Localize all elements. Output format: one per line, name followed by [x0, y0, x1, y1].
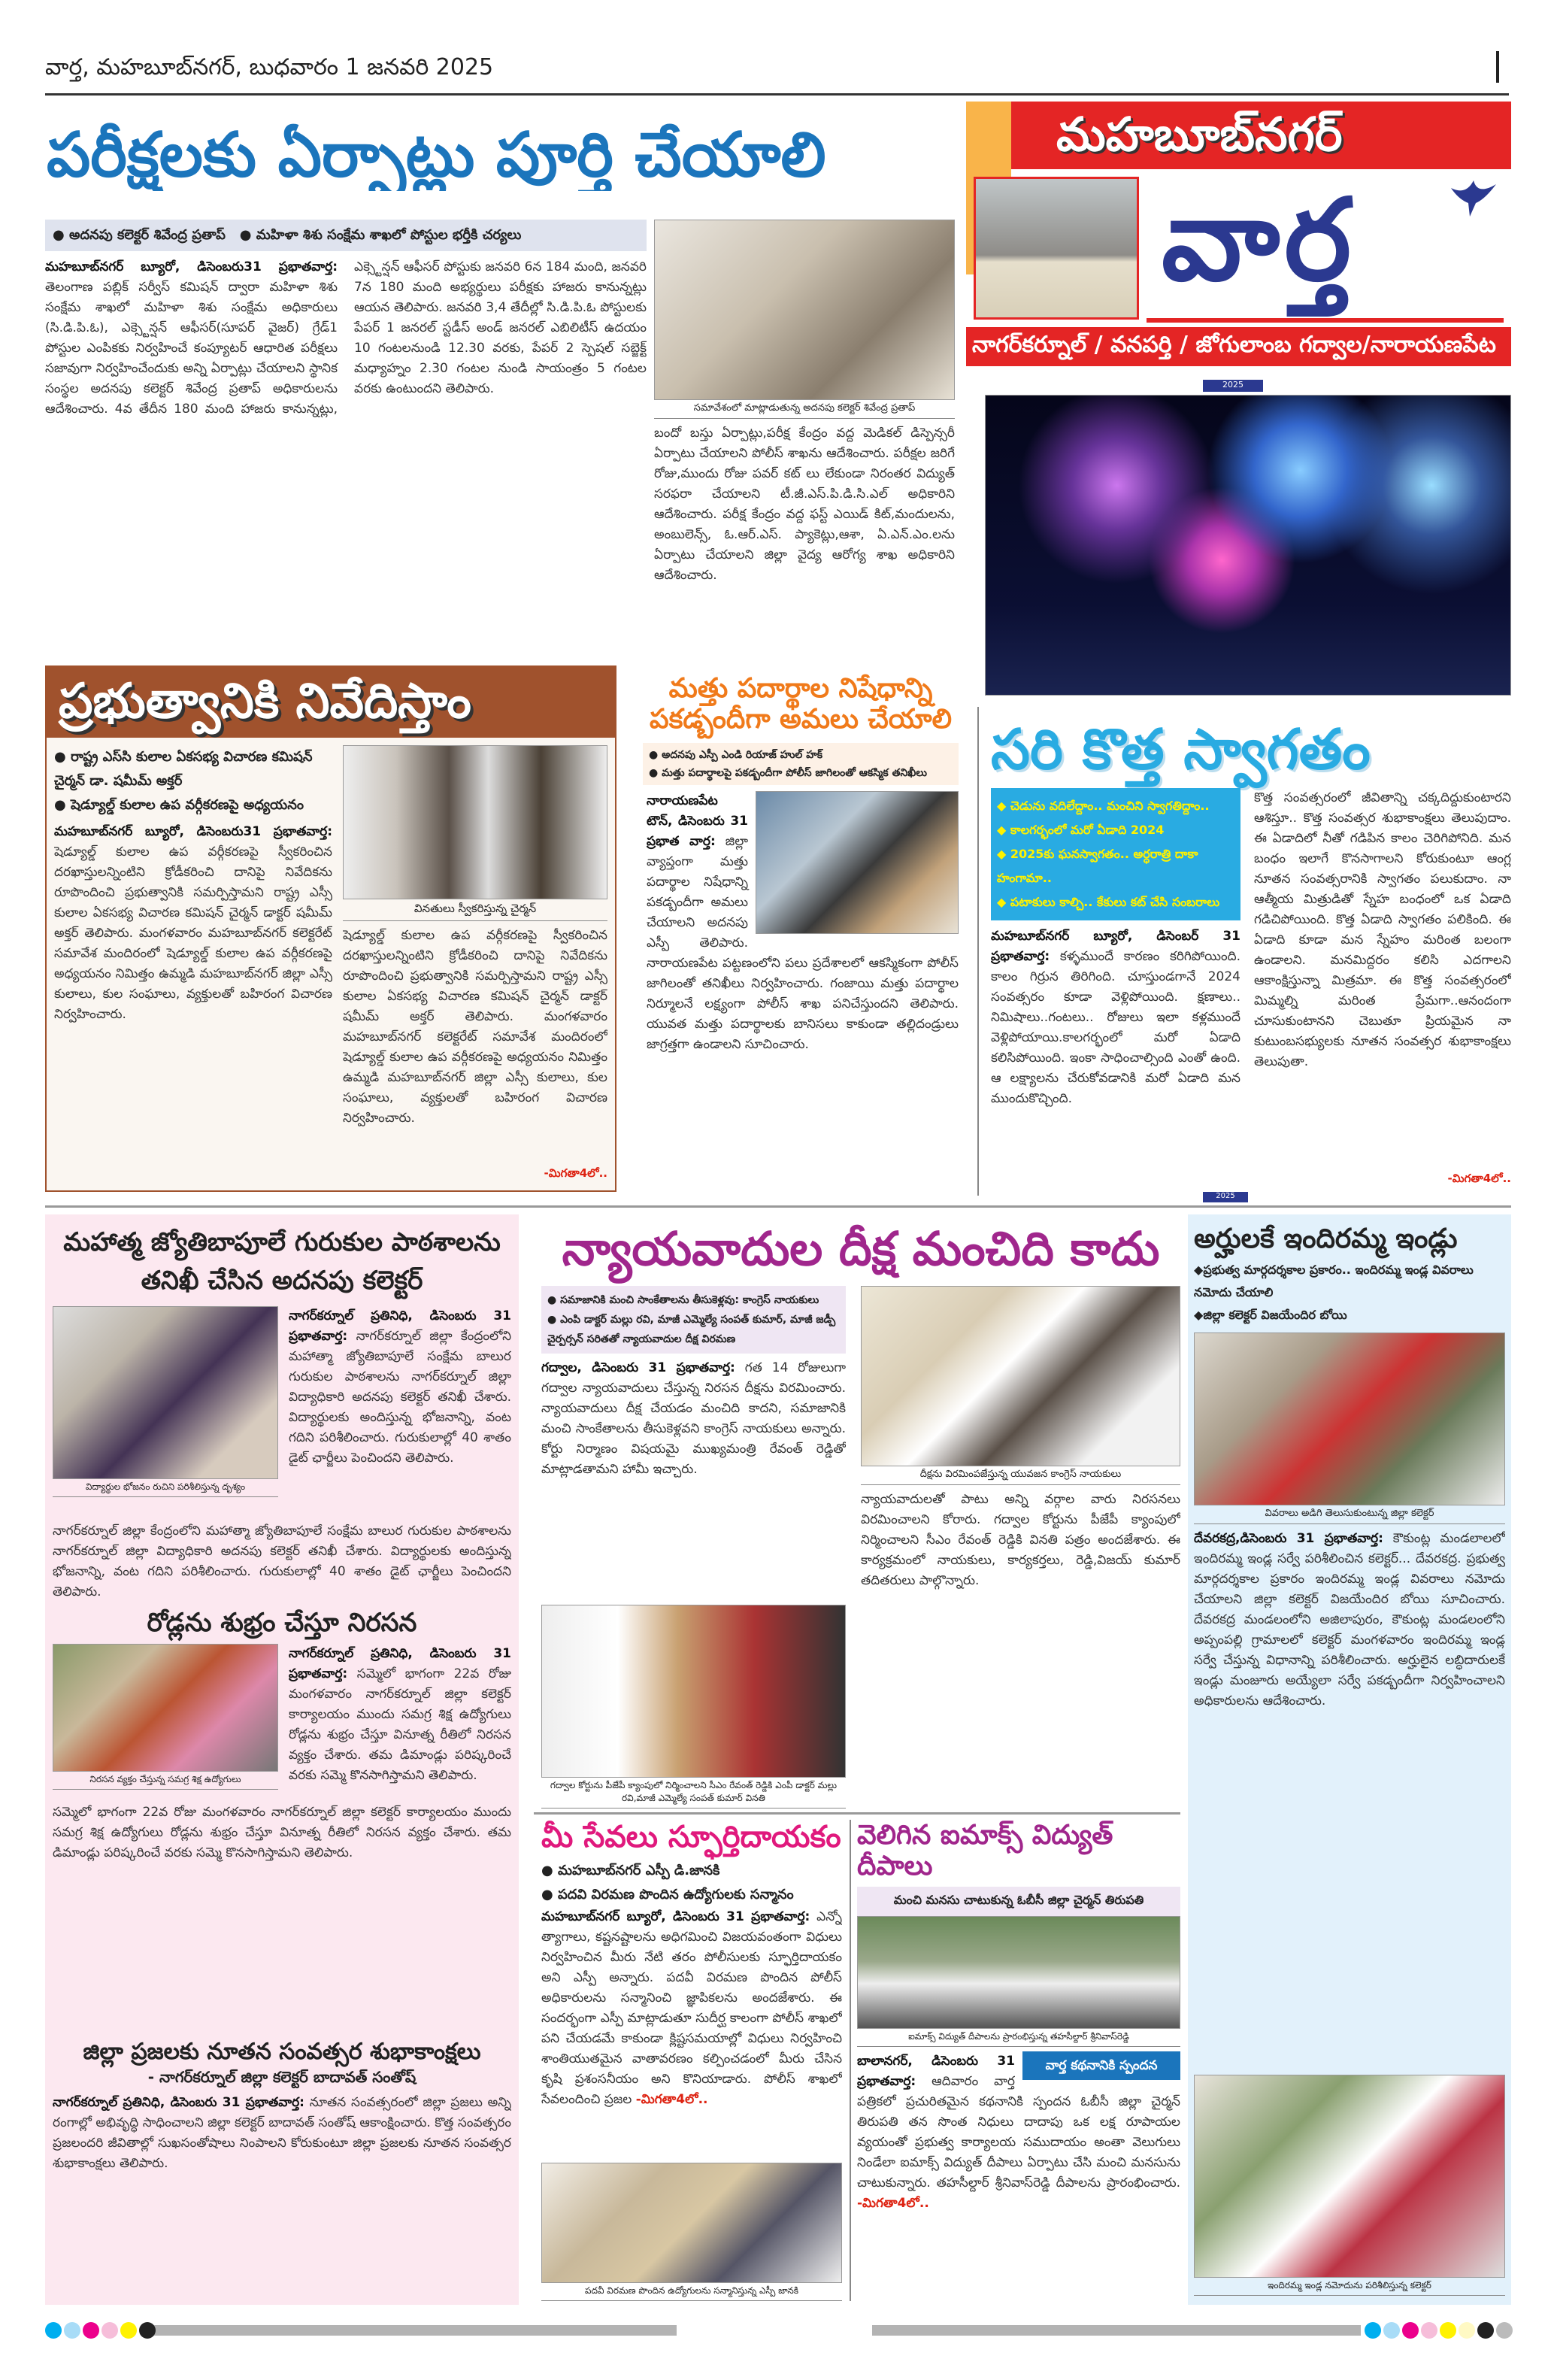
registration-dot-lightcyan-r: [1383, 2322, 1400, 2339]
story10-body: వార్త కథనానికి స్పందన బాలానగర్, డిసెంబరు 31 ప్రభాతవార్త: ఆదివారం వార్త పత్రికలో ప్రచురితమైన కథనానికి స్పందన ఓబీసీ జిల్లా చైర్మన్ తిరుపతి తన సొంత నిధులు దాదాపు ఒక లక్ష రూపాయల వ్యయంతో ప్రభుత్వ కార్యాలయ సముదాయం అంతా వెలుగులు నిండేలా ఐమాక్స్ విద్యుత్ దీపాలు ఏర్పాటు చేసి మంచి మనసును చాటుకున్నారు. తహసీల్దార్ శ్రీనివాస్‌రెడ్డి దీపాలను ప్రారంభించారు. -మిగతా4లో..: [857, 2051, 1180, 2301]
story2-bullets: ● రాష్ట్ర ఎస్‌సి కులాల ఏకసభ్య విచారణ కమిషన్ చైర్మన్ డా. షమీమ్ అక్తర్ ● షెడ్యూల్డ్ కులాల ఉప వర్గీకరణపై అధ్యయనం: [54, 748, 313, 813]
story2-body-continued: షెడ్యూల్డ్ కులాల ఉప వర్గీకరణపై స్వీకరించిన దరఖాస్తులన్నింటిని క్రోడీకరించి దానిపై నివేదికను రూపొందించి ప్రభుత్వానికి సమర్పిస్తామని రాష్ట్ర ఎస్సీ కులాల ఏకసభ్య విచారణ కమిషన్ చైర్మన్ డాక్టర్ షమీమ్ అక్తర్ తెలిపారు. మంగళవారం మహబూబ్‌నగర్ కలెక్టరేట్ సమావేశ మందిరంలో షెడ్యూల్డ్ కులాల ఉప వర్గీకరణపై అధ్యయనం నిమిత్తం ఉమ్మడి మహబూబ్‌నగర్ జిల్లా ఎస్సీ కులాలు, కుల సంఘాలు, వ్యక్తులతో బహిరంగ విచారణ నిర్వహించారు.: [343, 927, 607, 1126]
logo-dove-icon: [1447, 173, 1500, 218]
story8-caption-cm: గద్వాల కోర్టును పీజేపీ క్యాంపులో నిర్మించాలని సీఎం రేవంత్ రెడ్డికి ఎంపీ డాక్టర్ మల్లు రవి,మాజీ ఎమ్మెల్యే సంపత్ కుమార్ వినతి: [541, 1778, 846, 1808]
registration-bar-right: [872, 2325, 1361, 2336]
story1-left-column: [45, 220, 647, 656]
masthead-city: మహబూబ్‌నగర్: [1056, 107, 1343, 162]
story11-headline: అర్హులకే ఇందిరమ్మ ఇండ్లు: [1194, 1223, 1458, 1254]
story8-body: గద్వాల, డిసెంబరు 31 ప్రభాతవార్త: గత 14 రోజులుగా గద్వాల న్యాయవాదులు చేస్తున్న నిరసన దీక్షను విరమించారు. న్యాయవాదులు దీక్ష చేయడం మంచిది కాదని, సమాజానికి మంచి సాంకేతాలను తీసుకెళ్లవని కాంగ్రెస్ నాయకులు అన్నారు. కోర్టు నిర్మాణం విషయమై ముఖ్యమంత్రి రేవంత్ రెడ్డితో మాట్లాడతామని హామీ ఇచ్చారు.: [541, 1360, 846, 1478]
district-nagarkurnool: నాగర్‌కర్నూల్: [972, 332, 1087, 358]
story9-column: [541, 1820, 842, 2301]
registration-dot-cyan-r: [1365, 2322, 1381, 2339]
page-folio: వార్త, మహబూబ్‌నగర్, బుధవారం 1 జనవరి 2025: [45, 54, 494, 80]
masthead-district-bar: నాగర్‌కర్నూల్ / వనపర్తి / జోగులాంబ గద్వాల/నారాయణపేట: [966, 327, 1511, 366]
story1-headline: పరీక్షలకు ఏర్పాట్లు పూర్తి చేయాలి: [47, 120, 826, 191]
story8-block: [541, 1222, 1180, 1808]
registration-dot-gray-r: [1496, 2322, 1513, 2339]
bullet-icon: ●: [541, 1887, 558, 1902]
registration-dot-cyan: [45, 2322, 62, 2339]
story10-badge: వార్త కథనానికి స్పందన: [1022, 2051, 1180, 2080]
diamond-bullet-icon: ◆: [997, 847, 1010, 862]
story10-photo: [857, 1916, 1180, 2029]
registration-dot-lightyellow-r: [1459, 2322, 1475, 2339]
story3-bullets: ● అదనపు ఎస్పీ ఎండి రియాజ్ హుల్ హక్ ● మత్తు పదార్థాలపై పకడ్బందీగా పోలీస్ జాగిలంతో ఆకస్మిక తనిఖీలు: [643, 743, 959, 785]
story8-headline: న్యాయవాదుల దీక్ష మంచిది కాదు: [562, 1222, 1160, 1276]
district-wanaparthy: వనపర్తి: [1110, 332, 1172, 358]
diamond-bullet-icon: ◆: [997, 799, 1010, 814]
story5-body-continued: నాగర్‌కర్నూల్ జిల్లా కేంద్రంలోని మహాత్మా జ్యోతిబాపూలే సంక్షేమ బాలుర గురుకుల పాఠశాలను నాగర్‌కర్నూల్ జిల్లా విద్యాధికారి అదనపు కలెక్టర్ తనిఖీ చేశారు. విద్యార్థులకు అందిస్తున్న భోజనాన్ని, వంట గదిని పరిశీలించారు. గురుకులాల్లో 40 శాతం డైట్ ఛార్జీలు పెంచిందని తెలిపారు.: [53, 1524, 511, 1599]
folio-marker: [1496, 51, 1499, 83]
diamond-bullet-icon: ◆: [997, 895, 1010, 910]
story3-headline: మత్తు పదార్థాల నిషేధాన్ని పకడ్బందీగా అమలు చేయాలి: [649, 673, 953, 735]
bullet-icon: ●: [541, 1863, 558, 1878]
story7-body: నాగర్‌కర్నూల్ ప్రతినిధి, డిసెంబరు 31 ప్రభాతవార్త: నూతన సంవత్సరంలో జిల్లా ప్రజలు అన్ని రంగాల్లో అభివృద్ధి సాధించాలని జిల్లా కలెక్టర్ బాదావత్ సంతోష్ ఆకాంక్షించారు. కొత్త సంవత్సరం ప్రజలందరి జీవితాల్లో సుఖసంతోషాలు నింపాలని కోరుకుంటూ జిల్లా ప్రజలకు నూతన సంవత్సర శుభాకాంక్షలు తెలిపారు.: [53, 2095, 511, 2171]
registration-dot-magenta-r: [1402, 2322, 1419, 2339]
diamond-bullet-icon: ◆: [1194, 1308, 1204, 1323]
story2-left-column: [54, 745, 332, 1183]
story9-continued-link[interactable]: -మిగతా4లో..: [635, 2092, 708, 2107]
story8-caption: దీక్షను విరమింపజేస్తున్న యువజన కాంగ్రెస్ నాయకులు: [861, 1466, 1180, 1485]
registration-dot-black-r: [1477, 2322, 1494, 2339]
bullet-icon: ●: [239, 227, 256, 243]
bullet-icon: ●: [649, 748, 662, 761]
story6-caption: నిరసన వ్యక్తం చేస్తున్న సమగ్ర శిక్ష ఉద్యోగులు: [53, 1772, 278, 1790]
story4-bullets: ◆ చెడును వదిలేద్దాం.. మంచిని స్వాగతిద్దాం.. ◆ కాలగర్భంలో మరో ఏడాది 2024 ◆ 2025కు ఘనస్వాగతం.. అర్ధరాత్రి దాకా హంగామా.. ◆ పటాకులు కాల్చి.. కేకులు కట్ చేసి సంబరాలు: [991, 788, 1240, 920]
story3-column: [643, 673, 959, 1192]
district-gadwal: జోగులాంబ గద్వాల: [1195, 332, 1362, 358]
story8-divider: [534, 1812, 1180, 1815]
story2-continued-link[interactable]: -మిగతా4లో..: [544, 1166, 607, 1180]
story6-body-continued: సమ్మెలో భాగంగా 22వ రోజు మంగళవారం నాగర్‌కర్నూల్ జిల్లా కలెక్టర్ కార్యాలయం ముందు సమగ్ర శిక్ష ఉద్యోగులు రోడ్లను శుభ్రం చేస్తూ వినూత్న రీతిలో నిరసన వ్యక్తం చేశారు. తమ డిమాండ్లు పరిష్కరించే వరకు సమ్మె కొనసాగిస్తామని తెలిపారు.: [53, 1805, 511, 1861]
story4-continued-link[interactable]: -మిగతా4లో..: [1447, 1172, 1511, 1185]
diamond-bullet-icon: ◆: [997, 823, 1010, 838]
masthead: [966, 102, 1511, 376]
district-narayanpet: నారాయణపేట: [1370, 332, 1496, 358]
story8-photo-cm: [541, 1605, 846, 1778]
story7-headline: జిల్లా ప్రజలకు నూతన సంవత్సర శుభాకాంక్షలు: [83, 2038, 481, 2065]
left-pink-column: [45, 1214, 519, 2305]
story5-photo: [53, 1306, 278, 1479]
story1-photo: [654, 220, 955, 400]
story4-column: [991, 718, 1511, 1188]
story3-body: నారాయణపేట టౌన్, డిసెంబరు 31 ప్రభాత వార్త: జిల్లా వ్యాప్తంగా మత్తు పదార్థాల నిషేధాన్ని పకడ్బందీగా అమలు చేయాలని అదనపు ఎస్పీ తెలిపారు. నారాయణపేట పట్టణంలోని పలు ప్రదేశాలలో ఆకస్మికంగా పోలీస్ జాగిలంతో తనిఖీలు నిర్వహించారు. గంజాయి మత్తు పదార్థాల నిర్మూలనే లక్ష్యంగా పోలీస్ శాఖ పనిచేస్తుందని తెలిపారు. యువత మత్తు పదార్థాలకు బానిసలు కాకుండా తల్లిదండ్రులు జాగ్రత్తగా ఉండాలని సూచించారు.: [643, 791, 959, 1192]
registration-dot-black: [139, 2322, 156, 2339]
story2-headline: ప్రభుత్వానికి నివేదిస్తాం: [47, 667, 615, 738]
story2-box: [45, 665, 616, 1192]
story2-body: మహబూబ్‌నగర్ బ్యూరో, డిసెంబరు31 ప్రభాతవార్త: షెడ్యూల్డ్ కులాల ఉప వర్గీకరణపై స్వీకరించిన దరఖాస్తులన్నింటిని క్రోడీకరించి దానిపై నివేదికను రూపొందించి ప్రభుత్వానికి సమర్పిస్తామని రాష్ట్ర ఎస్సీ కులాల ఏకసభ్య విచారణ కమిషన్ చైర్మన్ డాక్టర్ షమీమ్ అక్తర్ తెలిపారు. మంగళవారం మహబూబ్‌నగర్ కలెక్టరేట్ సమావేశ మందిరంలో షెడ్యూల్డ్ కులాల ఉప వర్గీకరణపై అధ్యయనం నిమిత్తం ఉమ్మడి మహబూబ్‌నగర్ జిల్లా ఎస్సీ కులాలు, కుల సంఘాలు, వ్యక్తులతో బహిరంగ విచారణ నిర్వహించారు.: [54, 823, 332, 1022]
story10-column: [857, 1820, 1180, 2301]
diamond-bullet-icon: ◆: [1194, 1263, 1204, 1278]
story8-photo: [861, 1286, 1180, 1466]
section-divider: [45, 1205, 1511, 1208]
story8-bullets: ● సమాజానికి మంచి సాంకేతాలను తీసుకెళ్లవు: కాంగ్రెస్ నాయకులు ● ఎంపి డాక్టర్ మల్లు రవి, మాజీ ఎమ్మెల్యే సంపత్ కుమార్, మాజీ జడ్పీ చైర్పర్సన్ సరితతో న్యాయవాదుల దీక్ష విరమణ: [541, 1286, 846, 1354]
story9-caption: పదవీ విరమణ పొందిన ఉద్యోగులను సన్మానిస్తున్న ఎస్పీ జానకి: [541, 2283, 842, 2301]
story5-headline: మహాత్మ జ్యోతిబాపూలే గురుకుల పాఠశాలను తనిఖీ చేసిన అదనపు కలెక్టర్: [63, 1227, 501, 1296]
story10-caption: ఐమాక్స్ విద్యుత్ దీపాలను ప్రారంభిస్తున్న తహసీల్దార్ శ్రీనివాస్‌రెడ్డి: [857, 2029, 1180, 2047]
story1-body: మహబూబ్‌నగర్ బ్యూరో, డిసెంబరు31 ప్రభాతవార్త: తెలంగాణ పబ్లిక్ సర్వీస్ కమిషన్ ద్వారా మహిళా శిశు సంక్షేమ శాఖలో మహిళా శిశు సంక్షేమ అధికారులు (సి.డి.పి.ఓ), ఎక్స్టెన్షన్ ఆఫీసర్(సూపర్ వైజర్) గ్రేడ్1 పోస్టుల ఎంపికకు నిర్వహించే కంప్యూటర్ ఆధారిత పరీక్షలు సజావుగా నిర్వహించేందుకు అన్ని ఏర్పాట్లు చేయాలని స్థానిక సంస్థల అదనపు కలెక్టర్ శివేంద్ర ప్రతాప్ అధికారులను ఆదేశించారు. 4వ తేదీన 180 మంది హాజరు కానున్నట్లు, ఎక్స్టెన్షన్ ఆఫీసర్ పోస్టుకు జనవరి 6న 184 మంది, జనవరి 7న 180 మంది అభ్యర్థులు పరీక్షకు హాజరు కానున్నట్లు ఆయన తెలిపారు. జనవరి 3,4 తేదీల్లో సి.డి.పి.ఓ పోస్టులకు పేపర్ 1 జనరల్ స్టడీస్ అండ్ జనరల్ ఎబిలిటీస్ ఉదయం 10 గంటలనుండి 12.30 వరకు, పేపర్ 2 స్పెషల్ సబ్జెక్ట్ మధ్యాహ్నం 2.30 గంటల నుండి సాయంత్రం 5 గంటల వరకు ఉంటుందని తెలిపారు.: [45, 259, 647, 417]
bullet-icon: ●: [53, 227, 69, 243]
masthead-dam-photo: [974, 177, 1139, 320]
story6-photo: [53, 1644, 278, 1772]
story1-right-column: [654, 220, 955, 656]
story11-body: దేవరకద్ర,డిసెంబరు 31 ప్రభాతవార్త: కౌకుంట్ల మండలాలలో ఇందిరమ్మ ఇండ్ల సర్వే పరిశీలించిన కలెక్టర్... దేవరకద్ర. ప్రభుత్వ మార్గదర్శకాల ప్రకారం ఇందిరమ్మ ఇండ్ల వివరాలు నమోదు చేయాలని జిల్లా కలెక్టర్ విజయేందిర బోయి సూచించారు. దేవరకద్ర మండలంలోని అజిలాపురం, కౌకుంట్ల మండలంలోని అప్పంపల్లి గ్రామాలలో కలెక్టర్ మంగళవారం ఇందిరమ్మ ఇండ్ల సర్వే చేస్తున్న విధానాన్ని పరిశీలించారు. అర్హులైన లబ్ధిదారులకే ఇండ్లు మంజూరు అయ్యేలా సర్వే పకడ్బందీగా నిర్వహించాలని అధికారులను ఆదేశించారు.: [1194, 1531, 1505, 1709]
story11-bullets: ◆ప్రభుత్వ మార్గదర్శకాల ప్రకారం.. ఇందిరమ్మ ఇండ్ల వివరాలు నమోదు చేయాలి ◆జిల్లా కలెక్టర్ విజయేందిర బోయి: [1194, 1263, 1474, 1323]
column-rule: [850, 1820, 851, 2301]
registration-dot-lightmagenta: [101, 2322, 118, 2339]
story9-photo: [541, 2163, 842, 2283]
story4-body: మహబూబ్‌నగర్ బ్యూరో, డిసెంబర్ 31 ప్రభాతవార్త: కళ్ళముందే కారణం కరిగిపోయింది. కాలం గిర్రున తిరిగింది. చూస్తుండగానే 2024 సంవత్సరం కూడా వెళ్లిపోయింది. క్షణాలు.. నిమిషాలు..గంటలు.. రోజులు ఇలా కళ్లముందే వెళ్లిపోయాయి.కాలగర్భంలో మరో ఏడాది కలిసిపోయింది. ఇంకా సాధించాల్సింది ఎంతో ఉంది. ఆ లక్ష్యాలను చేరుకోవడానికి మరో ఏడాది మన ముందుకొచ్చింది.: [991, 929, 1240, 1107]
story2-photo: [343, 745, 607, 899]
story6-headline: రోడ్లను శుభ్రం చేస్తూ నిరసన: [147, 1608, 417, 1638]
story11-caption-2: ఇందిరమ్మ ఇండ్ల నమోదును పరిశీలిస్తున్న కలెక్టర్: [1194, 2278, 1505, 2296]
story9-headline: మీ సేవలు స్ఫూర్తిదాయకం: [541, 1820, 841, 1854]
masthead-logo: వార్త: [1162, 175, 1356, 306]
story5-body: నాగర్‌కర్నూల్ ప్రతినిధి, డిసెంబరు 31 ప్రభాతవార్త: నాగర్‌కర్నూల్ జిల్లా కేంద్రంలోని మహాత్మా జ్యోతిబాపూలే సంక్షేమ బాలుర గురుకుల పాఠశాలను నాగర్‌కర్నూల్ జిల్లా విద్యాధికారి అదనపు కలెక్టర్ తనిఖీ చేశారు. విద్యార్థులకు అందిస్తున్న భోజనాన్ని, వంట గదిని పరిశీలించారు. గురుకులాల్లో 40 శాతం డైట్ ఛార్జీలు పెంచిందని తెలిపారు.: [289, 1308, 511, 1466]
story10-headline: వెలిగిన ఐమాక్స్ విద్యుత్ దీపాలు: [857, 1820, 1113, 1882]
bullet-icon: ●: [547, 1314, 561, 1326]
story1-bullets: ● అదనపు కలెక్టర్ శివేంద్ర ప్రతాప్ ● మహిళా శిశు సంక్షేమ శాఖలో పోస్టుల భర్తీకి చర్యలు: [45, 220, 647, 251]
registration-dot-magenta: [83, 2322, 99, 2339]
story9-body: మహబూబ్‌నగర్ బ్యూరో, డిసెంబరు 31 ప్రభాతవార్త: ఎన్నో త్యాగాలు, కష్టనష్టాలను అధిగమించి విజయవంతంగా విధులు నిర్వహించిన మీరు నేటి తరం పోలీసులకు స్ఫూర్తిదాయకం అని ఎస్పీ అన్నారు. పదవీ విరమణ పొందిన పోలీస్ అధికారులను సన్మానించి జ్ఞాపికలను అందజేశారు. ఈ సందర్భంగా ఎస్పీ మాట్లాడుతూ సుదీర్ఘ కాలంగా పోలీస్ శాఖలో పని చేయడమే కాకుండా క్లిష్టసమయాల్లో విధులు నిర్వహించి శాంతియుతమైన వాతావరణం కల్పించడంలో మీరు చేసిన కృషి ప్రశంసనీయం అని కొనియాడారు. పోలీస్ శాఖలో సేవలందించి ప్రజల -మిగతా4లో..: [541, 1909, 842, 2107]
right-blue-column: [1188, 1214, 1511, 2305]
fireworks-photo: [985, 395, 1511, 696]
story10-subhead: మంచి మనసు చాటుకున్న ఓబీసీ జిల్లా చైర్మన్ తిరుపతి: [857, 1887, 1180, 1916]
bullet-icon: ●: [54, 796, 71, 813]
registration-dot-lightmagenta-r: [1421, 2322, 1437, 2339]
header-rule: [45, 93, 1509, 96]
year-tag-top: 2025: [1203, 380, 1263, 392]
registration-dot-yellow-r: [1440, 2322, 1456, 2339]
registration-dot-lightcyan: [64, 2322, 80, 2339]
bullet-icon: ●: [547, 1294, 561, 1307]
story2-right-column: [343, 745, 607, 1183]
registration-dot-yellow: [120, 2322, 137, 2339]
story3-photo: [756, 791, 959, 934]
story11-caption: వివరాలు అడిగి తెలుసుకుంటున్న జిల్లా కలెక్టర్: [1194, 1505, 1505, 1524]
story4-headline: సరి కొత్త స్వాగతం: [991, 718, 1371, 782]
story11-photo: [1194, 1332, 1505, 1505]
story1-caption: సమావేశంలో మాట్లాడుతున్న అదనపు కలెక్టర్ శివేంద్ర ప్రతాప్: [654, 400, 955, 419]
story8-body-continued: న్యాయవాదులతో పాటు అన్ని వర్గాల వారు నిరసనలు విరమించాలని కోరారు. గద్వాల కోర్టును పీజేపీ క్యాంపులో నిర్మించాలని సీఎం రేవంత్ రెడ్డికి వినతి పత్రం అందజేశారు. ఈ కార్యక్రమంలో నాయకులు, కార్యకర్తలు, రెడ్డి,విజయ్ కుమార్ తదితరులు పాల్గొన్నారు.: [861, 1492, 1180, 1589]
registration-bar-left: [150, 2325, 677, 2336]
story6-body: నాగర్‌కర్నూల్ ప్రతినిధి, డిసెంబరు 31 ప్రభాతవార్త: సమ్మెలో భాగంగా 22వ రోజు మంగళవారం నాగర్‌కర్నూల్ జిల్లా కలెక్టర్ కార్యాలయం ముందు సమగ్ర శిక్ష ఉద్యోగులు రోడ్లను శుభ్రం చేస్తూ వినూత్న రీతిలో నిరసన వ్యక్తం చేశారు. తమ డిమాండ్లు పరిష్కరించే వరకు సమ్మె కొనసాగిస్తామని తెలిపారు.: [289, 1646, 511, 1784]
story9-bullets: ● మహబూబ్‌నగర్ ఎస్పీ డి.జానకి ● పదవి విరమణ పొందిన ఉద్యోగులకు సన్మానం: [541, 1863, 794, 1902]
year-tag-bottom: 2025: [1203, 1192, 1248, 1202]
story2-caption: వినతులు స్వీకరిస్తున్న చైర్మన్: [343, 899, 607, 921]
story7-subhead: - నాగర్‌కర్నూల్ జిల్లా కలెక్టర్ బాదావత్ సంతోష్: [147, 2068, 417, 2086]
bullet-icon: ●: [649, 766, 662, 779]
masthead-underline: [1147, 318, 1504, 323]
story11-photo-2: [1194, 2075, 1505, 2278]
story4-body-continued: కొత్త సంవత్సరంలో జీవితాన్ని చక్కదిద్దుకుంటారని ఆశిస్తూ.. కొత్త సంవత్సర శుభాకాంక్షలు తెలుపుదాం. ఈ ఏడాదిలో నీతో గడిపిన కాలం చెరిగిపోనిది. మన బంధం ఇలాగే కొనసాగాలని కోరుకుంటూ ఆంగ్ల నూతన సంవత్సరానికి స్వాగతం పలుకుదాం. నా ఆత్మీయ మిత్రుడితో స్నేహ బంధంలో ఒక ఏడాది గడిచిపోయింది. కొత్త ఏడాది స్వాగతం పలికింది. ఈ ఏడాది కూడా మన స్నేహం మరింత బలంగా ఉండాలని. మనమిద్దరం కలిసి ఎదగాలని ఆకాంక్షిస్తున్నా మిత్రమా. ఈ కొత్త సంవత్సరంలో మిమ్మల్ని మరింత ప్రేమగా..ఆనందంగా చూసుకుంటానని చెబుతూ ప్రియమైన నా కుటుంబసభ్యులకు నూతన సంవత్సర శుభాకాంక్షలు తెలుపుతా.: [1254, 790, 1511, 1070]
story10-continued-link[interactable]: -మిగతా4లో..: [857, 2195, 929, 2211]
bullet-icon: ●: [54, 748, 71, 765]
story4-rule: [977, 707, 979, 1196]
story5-caption: విద్యార్థుల భోజనం రుచిని పరిశీలిస్తున్న దృశ్యం: [53, 1479, 278, 1497]
story1-body-continued: బందో బస్తు ఏర్పాట్లు,పరీక్ష కేంద్రం వద్ద మెడికల్ డిస్పెన్సరీ ఏర్పాటు చేయాలని పోలీస్ శాఖను ఆదేశించారు. పరీక్షల జరిగే రోజు,ముందు రోజు పవర్ కట్ లు లేకుండా నిరంతర విద్యుత్ సరఫరా చేయాలని టీ.జీ.ఎస్.పి.డి.సి.ఎల్ అధికారిని ఆదేశించారు. పరీక్ష కేంద్రం వద్ద ఫస్ట్ ఎయిడ్ కిట్,మందులను, అంబులెన్స్, ఓ.ఆర్.ఎస్. ప్యాకెట్లు,ఆశా, ఏ.ఎన్.ఎం.లను ఏర్పాటు చేయాలని జిల్లా వైద్య ఆరోగ్య శాఖ అధికారిని ఆదేశించారు.: [654, 426, 955, 583]
